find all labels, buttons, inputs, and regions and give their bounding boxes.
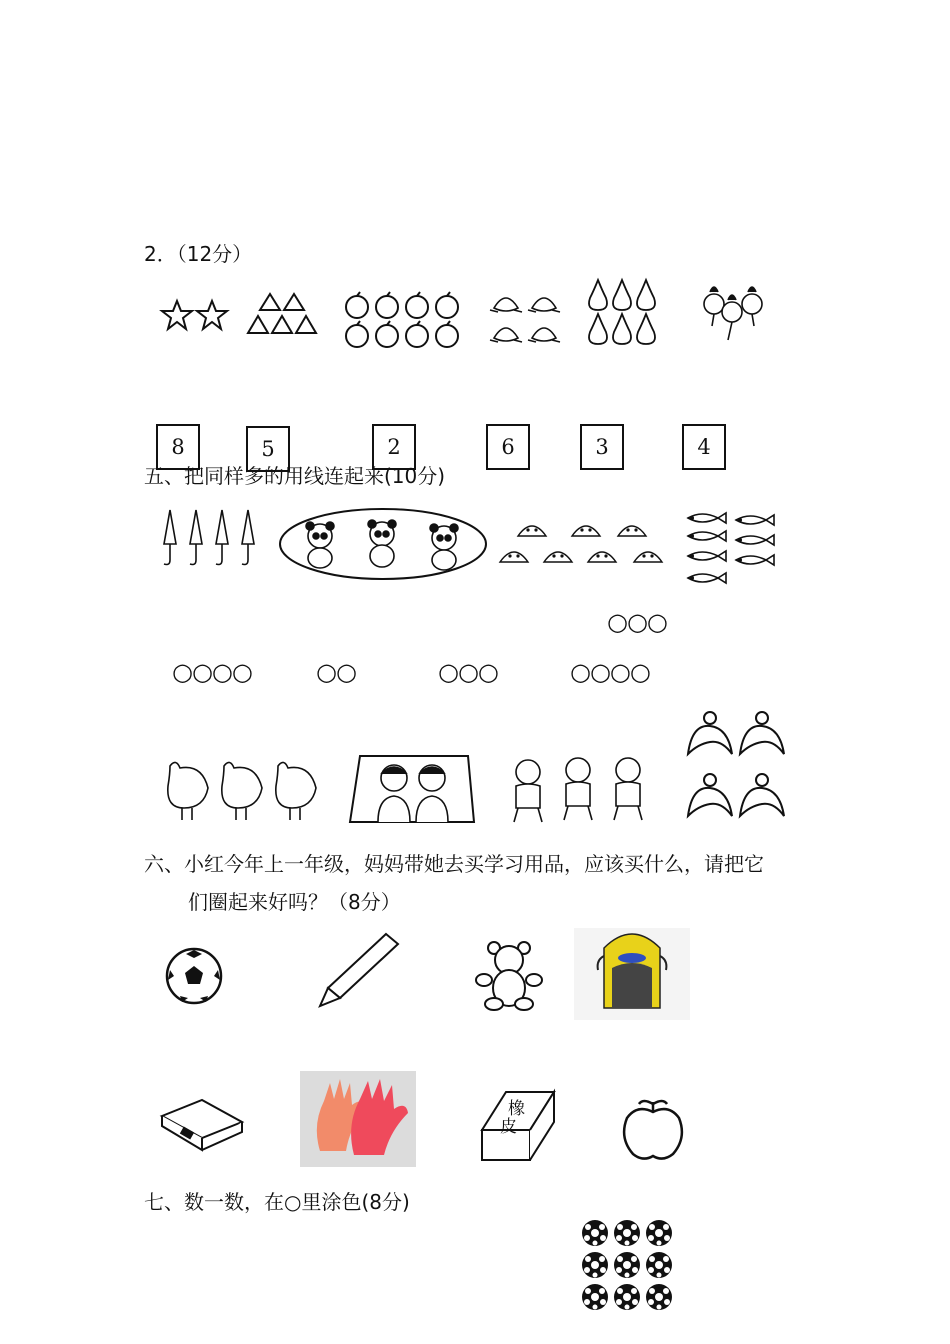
stars-group [160,298,230,332]
number-card: 2 [372,424,416,470]
pig-icon [514,758,642,822]
number-card: 4 [682,424,726,470]
mushroom-icon [500,526,662,562]
q6-line1: 六、小红今年上一年级，妈妈带她去买学习用品，应该买什么，请把它 [144,852,764,876]
apple-icon [624,1101,682,1159]
hens-group [160,756,322,824]
pigs-group [506,754,656,826]
circle-group: ○○○ [607,608,667,636]
pears-group [586,276,662,348]
triangle-icon [248,294,316,333]
circle-group: ○○ [316,658,356,686]
svg-text:皮: 皮 [500,1117,517,1137]
peaches-group [488,286,564,348]
soccer-ball-picture [164,946,224,1006]
fish-group [684,510,776,586]
q6-line2: 们圈起来好吗？（8分） [188,890,401,914]
pencil-picture [314,930,404,1010]
triangles-group [246,292,326,336]
apples-group [342,290,466,352]
star-icon [162,301,227,329]
q2-heading: 2．（12分） [144,242,253,266]
peach-icon [490,298,560,342]
apple-icon [346,292,458,347]
number-card: 3 [580,424,624,470]
balls-grid [580,1218,676,1314]
teddy-bear-icon [476,942,542,1010]
pencil-icon [320,934,398,1006]
circle-group: ○○○ [438,658,498,686]
pencil-box-picture [158,1096,246,1156]
teddy-bear-picture [472,940,546,1012]
number-card: 5 [246,426,290,472]
number-card: 8 [156,424,200,470]
q5-heading: 五、把同样多的用线连起来(10分) [144,464,446,488]
pear-icon [589,280,655,344]
mushrooms-group [498,512,670,574]
radish-icon [704,287,762,340]
q7-heading: 七、数一数，在○里涂色(8分) [144,1190,410,1214]
bird-icon [688,712,784,816]
panda-icon [306,520,458,570]
backpack-picture [574,928,690,1020]
eraser-picture [480,1086,558,1162]
backpack-icon [598,934,667,1008]
gloves-picture [300,1071,416,1167]
radishes-group [700,282,770,346]
child-icon [378,765,448,822]
birds-group [684,708,790,820]
circle-group: ○○○○ [172,658,252,686]
number-card: 6 [486,424,530,470]
hen-icon [168,762,316,820]
pandas-oval [278,506,488,582]
svg-text:橡: 橡 [508,1099,525,1119]
fish-icon [688,513,774,583]
umbrellas-group [158,508,262,570]
q5-heading-clip [144,464,564,488]
apple-picture [620,1096,686,1160]
children-picture [348,752,476,824]
pencil-box-icon [162,1100,242,1150]
umbrella-icon [164,510,254,565]
circle-group: ○○○○ [570,658,650,686]
soccer-ball-icon [167,949,221,1003]
